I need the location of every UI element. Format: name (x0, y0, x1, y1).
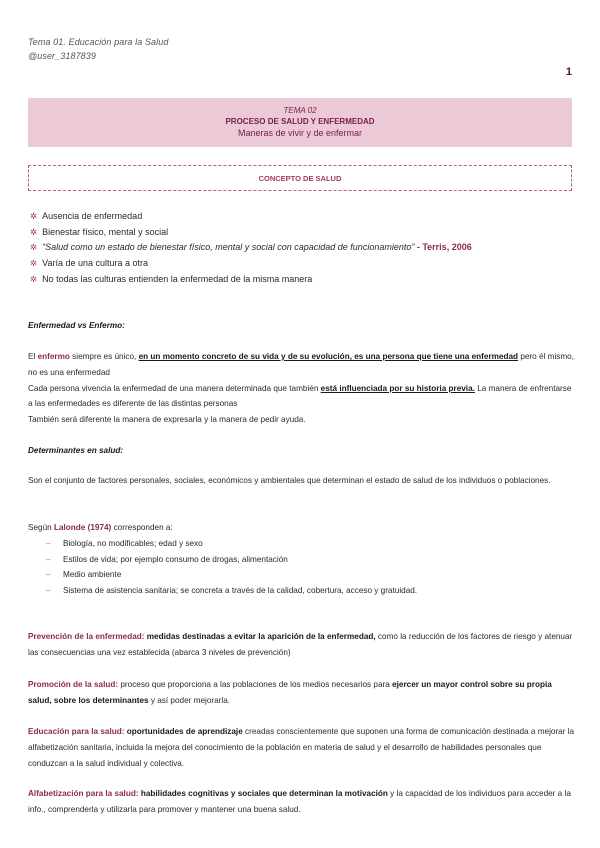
concept-list (30, 209, 472, 288)
document-title: PROCESO DE SALUD Y ENFERMEDAD (225, 117, 375, 126)
asterisk-bullet-icon: ✲ (30, 211, 38, 221)
educacion-paragraph: Educación para la salud: oportunidades de aprendizaje creadas conscientemente que suponen una forma de comunicación destinada a mejorar la alfabetización sanitaria, incluida la mejora del conocimiento de la población en materia de salud y el desarrollo de habilidades personales que conduzcan a la salud individual y colectiva. (28, 727, 575, 768)
title-box (28, 98, 572, 147)
list-item: ✲ No todas las culturas entienden la enfermedad de la misma manera (30, 273, 313, 284)
asterisk-bullet-icon: ✲ (30, 273, 38, 284)
list-item: ✲ Varía de una cultura a otra (30, 258, 149, 269)
theme-label: TEMA 02 (283, 106, 317, 115)
asterisk-bullet-icon: ✲ (30, 226, 38, 237)
course-title: Tema 01. Educación para la Salud (28, 37, 169, 47)
determinantes-list (46, 536, 417, 598)
dash-bullet-icon: – (46, 539, 51, 548)
list-item: – Biología, no modificables; edad y sexo (46, 536, 417, 552)
enfermedad-heading: Enfermedad vs Enfermo: (28, 321, 125, 330)
quote-author: - Terris, 2006 (414, 242, 472, 253)
list-item: – Estilos de vida; por ejemplo consumo de drogas, alimentación (46, 552, 417, 568)
dash-bullet-icon: – (46, 570, 51, 580)
concept-heading: CONCEPTO DE SALUD (28, 165, 572, 191)
list-item: ✲ Bienestar físico, mental y social (30, 226, 169, 237)
asterisk-bullet-icon: ✲ (30, 242, 38, 253)
dash-bullet-icon: – (46, 585, 51, 595)
lalonde-line: Según Lalonde (1974) corresponden a: (28, 523, 173, 532)
document-subtitle: Maneras de vivir y de enfermar (237, 128, 363, 138)
list-item: ✲ “Salud como un estado de bienestar físico, mental y social con capacidad de funcionamiento” - Terris, 2006 (30, 242, 472, 253)
dash-bullet-icon: – (46, 554, 51, 564)
promocion-paragraph: Promoción de la salud: proceso que proporciona a las poblaciones de los medios necesarios para ejercer un mayor control sobre su propia salud, sobre los determinantes y así poder mejorarla. (28, 680, 552, 705)
determinantes-text: Son el conjunto de factores personales, sociales, económicos y ambientales que determinan el estado de salud de los individuos o poblaciones. (28, 476, 551, 485)
alfabetizacion-paragraph: Alfabetización para la salud: habilidades cognitivas y sociales que determinan la motivación y la capacidad de los individuos para acceder a la info., comprenderla y utilizarla para promover y mantener una buena salud. (28, 789, 571, 814)
list-item: ✲ Ausencia de enfermedad (30, 211, 143, 221)
list-item: – Sistema de asistencia sanitaria; se concreta a través de la calidad, cobertura, acceso y gratuidad. (46, 583, 417, 599)
list-item: – Medio ambiente (46, 567, 417, 583)
prevencion-paragraph: Prevención de la enfermedad: medidas destinadas a evitar la aparición de la enfermedad, como la reducción de los factores de riesgo y atenuar las consecuencias una vez establecida (abarca 3 niveles de prevención) (28, 632, 573, 657)
page-number: 1 (565, 66, 572, 78)
asterisk-bullet-icon: ✲ (30, 258, 38, 269)
user-handle: @user_3187839 (28, 51, 96, 61)
determinantes-heading: Determinantes en salud: (28, 446, 124, 455)
enfermedad-paragraph: El enfermo siempre es único, en un momento concreto de su vida y de su evolución, es una persona que tiene una enfermedad pero él mismo, no es una enfermedad Cada persona vivencia la enfermedad de una manera determinada que también está influenciada por su historia previa. La manera de enfrentarse a las enfermedades es diferente de las distintas personas También será diferente la manera de expresarla y la manera de pedir ayuda. (28, 352, 575, 425)
